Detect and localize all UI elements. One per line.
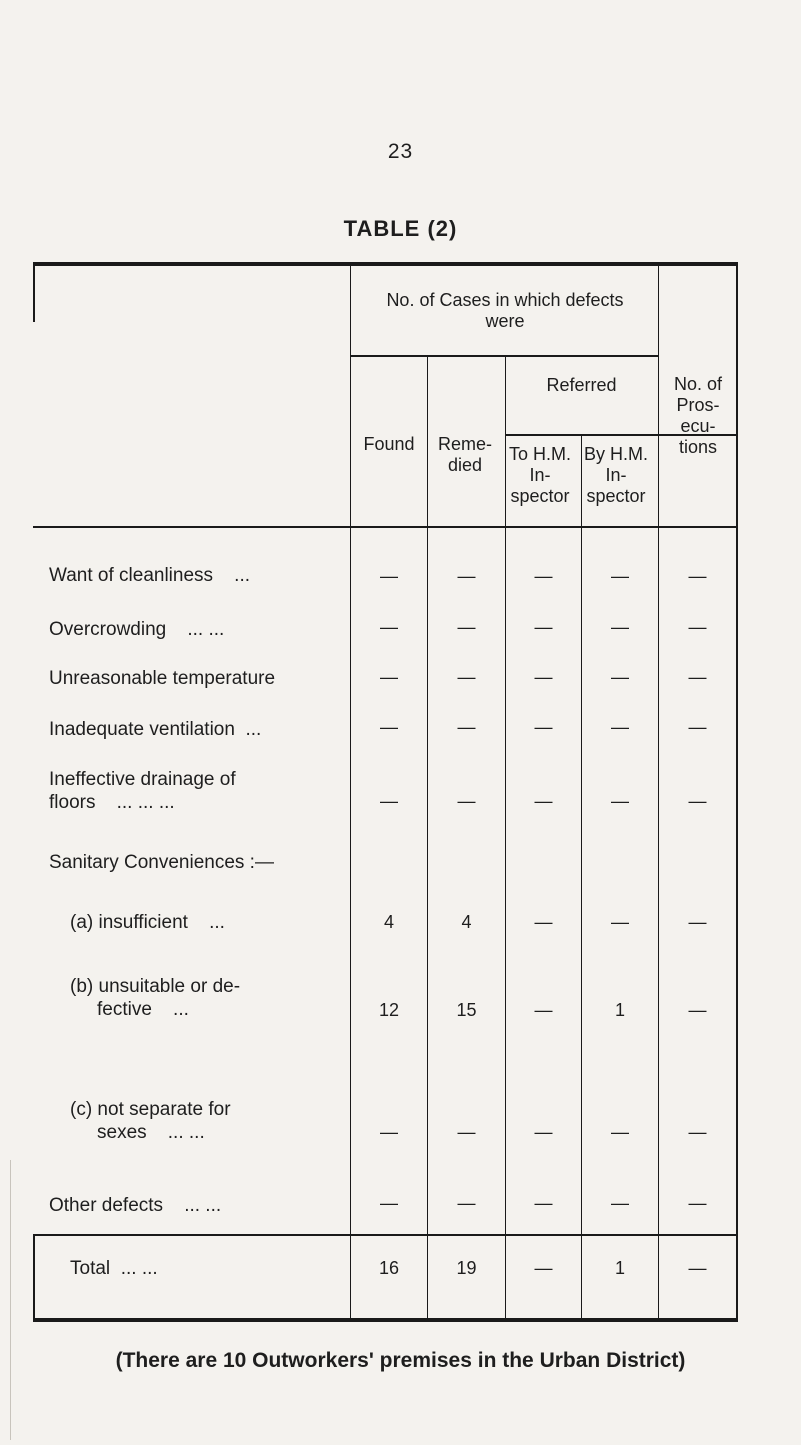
cell-by-hm: — — [611, 617, 629, 637]
table-top-rule — [33, 262, 738, 266]
page-number: 23 — [387, 140, 414, 163]
column-divider — [427, 356, 428, 1320]
header-group-rule — [350, 355, 658, 357]
table-bottom-rule — [33, 1318, 738, 1322]
cell-remedied: — — [457, 791, 476, 811]
row-label: Overcrowding ... ... — [49, 619, 225, 640]
cell-found: — — [380, 791, 398, 811]
header-referred: Referred — [546, 375, 617, 395]
table-right-border — [736, 262, 738, 1320]
cell-to-hm: — — [534, 717, 553, 737]
footnote: (There are 10 Outworkers' premises in the Urban District) — [115, 1349, 686, 1372]
header-to-hm-inspector: To H.M. In- spector — [508, 444, 571, 506]
total-rule — [33, 1234, 738, 1236]
total-label: Total ... ... — [70, 1258, 158, 1279]
total-prosecutions: — — [688, 1258, 707, 1278]
cell-prosecutions: — — [688, 791, 707, 811]
cell-by-hm: — — [611, 791, 629, 811]
cell-by-hm: — — [611, 1193, 629, 1213]
cell-found: — — [380, 617, 398, 637]
cell-prosecutions: — — [688, 1193, 707, 1213]
cell-to-hm: — — [534, 1193, 553, 1213]
header-bottom-rule — [33, 526, 738, 528]
cell-remedied: — — [457, 566, 476, 586]
cell-remedied: — — [457, 717, 476, 737]
cell-to-hm: — — [534, 1122, 553, 1142]
table-left-border — [33, 1234, 35, 1320]
row-label: Want of cleanliness ... — [49, 565, 251, 586]
cell-prosecutions: — — [688, 717, 707, 737]
column-divider — [505, 356, 506, 1320]
cell-prosecutions: — — [688, 1000, 707, 1020]
cell-remedied: — — [457, 1122, 476, 1142]
cell-to-hm: — — [534, 1000, 553, 1020]
row-label: (a) insufficient ... — [70, 912, 225, 933]
row-label: Other defects ... ... — [49, 1195, 222, 1216]
cell-prosecutions: — — [688, 566, 707, 586]
cell-remedied: — — [457, 617, 476, 637]
header-prosecutions: No. of Pros- ecu- tions — [673, 374, 723, 457]
row-label: Unreasonable temperature — [49, 668, 276, 689]
header-found: Found — [363, 434, 415, 454]
cell-found: 4 — [383, 912, 394, 932]
cell-remedied: 4 — [461, 912, 472, 932]
cell-prosecutions: — — [688, 667, 707, 687]
row-label: (b) unsuitable or de- fective ... — [70, 976, 241, 1020]
table-title: TABLE (2) — [343, 216, 458, 241]
cell-by-hm: — — [611, 1122, 629, 1142]
cell-found: — — [380, 1122, 398, 1142]
cell-by-hm: — — [611, 912, 629, 932]
cell-remedied: — — [457, 667, 476, 687]
cell-found: — — [380, 1193, 398, 1213]
cell-to-hm: — — [534, 617, 553, 637]
cell-found: 12 — [378, 1000, 400, 1020]
cell-to-hm: — — [534, 566, 553, 586]
total-found: 16 — [378, 1258, 400, 1278]
cell-prosecutions: — — [688, 1122, 707, 1142]
cell-to-hm: — — [534, 791, 553, 811]
row-label: Inadequate ventilation ... — [49, 719, 262, 740]
header-by-hm-inspector: By H.M. In- spector — [584, 444, 649, 506]
cell-by-hm: 1 — [614, 1000, 625, 1020]
table-left-border — [33, 262, 35, 322]
cell-found: — — [380, 566, 398, 586]
total-by-hm: 1 — [614, 1258, 625, 1278]
row-label: Ineffective drainage of floors ... ... ... — [49, 769, 236, 813]
header-remedied: Reme- died — [437, 434, 492, 475]
cell-remedied: — — [457, 1193, 476, 1213]
scan-margin-line — [10, 1160, 11, 1440]
total-remedied: 19 — [456, 1258, 477, 1278]
cell-remedied: 15 — [456, 1000, 477, 1020]
total-to-hm: — — [534, 1258, 553, 1278]
cell-to-hm: — — [534, 667, 553, 687]
row-label: (c) not separate for sexes ... ... — [70, 1099, 231, 1143]
cell-by-hm: — — [611, 566, 629, 586]
cell-prosecutions: — — [688, 912, 707, 932]
cell-found: — — [380, 667, 398, 687]
header-group: No. of Cases in which defects were — [386, 290, 624, 331]
cell-by-hm: — — [611, 717, 629, 737]
cell-to-hm: — — [534, 912, 553, 932]
section-label: Sanitary Conveniences :— — [49, 852, 274, 873]
cell-by-hm: — — [611, 667, 629, 687]
cell-prosecutions: — — [688, 617, 707, 637]
cell-found: — — [380, 717, 398, 737]
